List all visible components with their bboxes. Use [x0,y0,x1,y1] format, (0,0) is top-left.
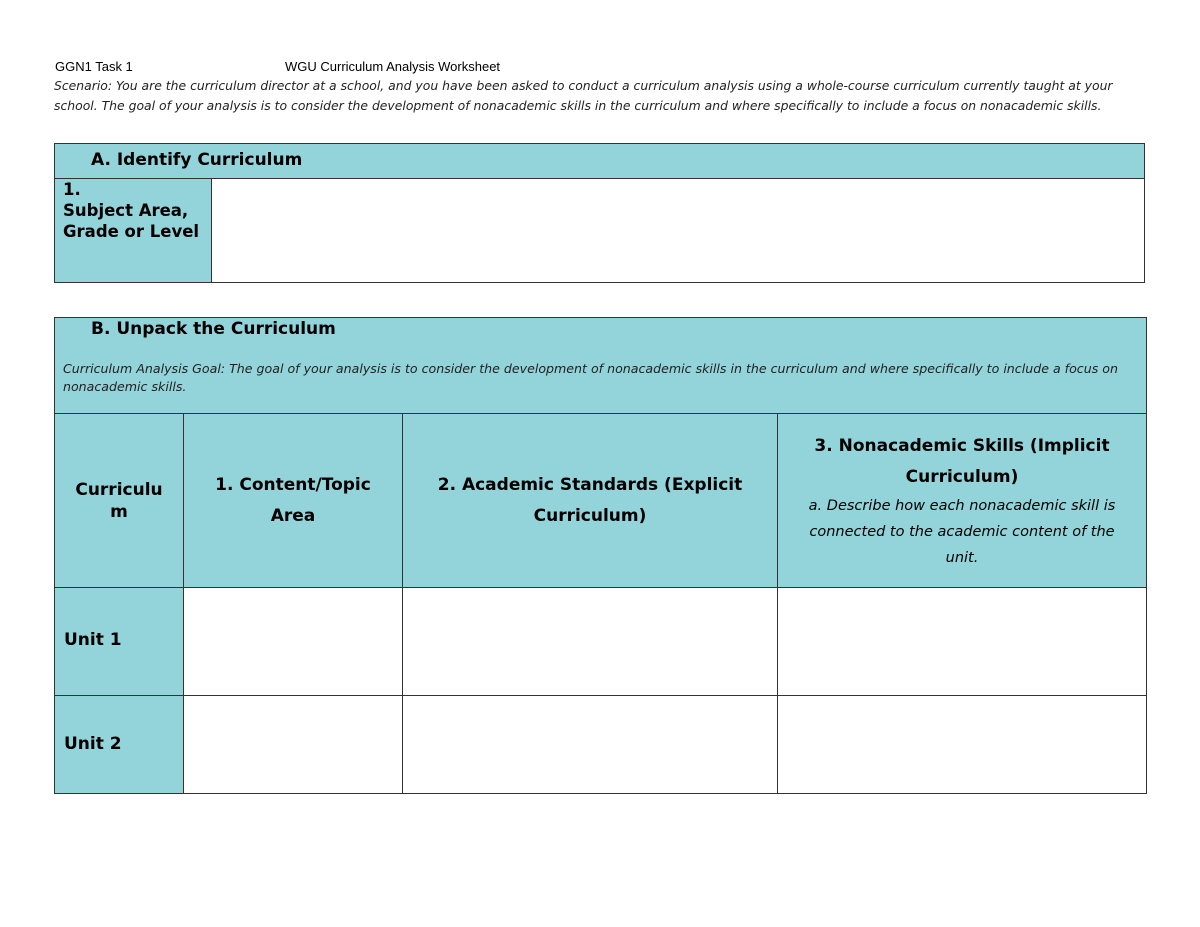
col-header-content-label: 1. Content/Topic Area [215,474,371,526]
unpack-curriculum-table [54,317,1147,794]
col-header-nonacademic [778,414,1146,588]
unit-1-content-input[interactable] [184,588,403,696]
subject-area-label-cell [55,179,212,282]
analysis-goal-text: Curriculum Analysis Goal: The goal of your analysis is to consider the development of nonacademic skills in the curriculum and where specifically to include a focus on nonacademic skills. [63,361,1118,394]
col-header-nonacademic-label: 3. Nonacademic Skills (Implicit Curriculum) [814,435,1110,487]
subject-area-input[interactable] [212,179,1144,282]
task-label: GGN1 Task 1 [55,59,133,74]
unit-2-label-cell [55,696,184,793]
worksheet-title: WGU Curriculum Analysis Worksheet [285,59,501,74]
subject-area-label: Subject Area, Grade or Level [63,201,200,241]
unit-1-label-cell [55,588,184,696]
identify-curriculum-header [55,144,1144,179]
identify-curriculum-title: A. Identify Curriculum [91,150,303,170]
identify-curriculum-table [54,143,1145,283]
col-header-academic [403,414,778,588]
unit-1-nonacademic-input[interactable] [778,588,1146,696]
unpack-curriculum-header [55,318,1146,414]
scenario-text: Scenario: You are the curriculum director at a school, and you have been asked to conduct a curriculum analysis using a whole-course curriculum currently taught at your school. The goal of your analysis is to consider the development of nonacademic skills in the curriculum and where specifically to include a focus on nonacademic skills. [54,78,1113,113]
col-header-content [184,414,403,588]
col-header-academic-label: 2. Academic Standards (Explicit Curriculum) [437,474,743,526]
col-header-curriculum-label: Curriculu m [75,479,163,522]
unpack-curriculum-title: B. Unpack the Curriculum [91,319,336,339]
unit-2-content-input[interactable] [184,696,403,793]
unit-1-label: Unit 1 [64,630,122,650]
unit-2-label: Unit 2 [64,734,122,754]
unit-1-academic-input[interactable] [403,588,778,696]
subject-area-number: 1. [63,180,81,199]
unit-2-nonacademic-input[interactable] [778,696,1146,793]
unit-2-academic-input[interactable] [403,696,778,793]
col-header-nonacademic-subtext: a. Describe how each nonacademic skill is connected to the academic content of the unit. [808,497,1116,566]
col-header-curriculum [55,414,184,588]
